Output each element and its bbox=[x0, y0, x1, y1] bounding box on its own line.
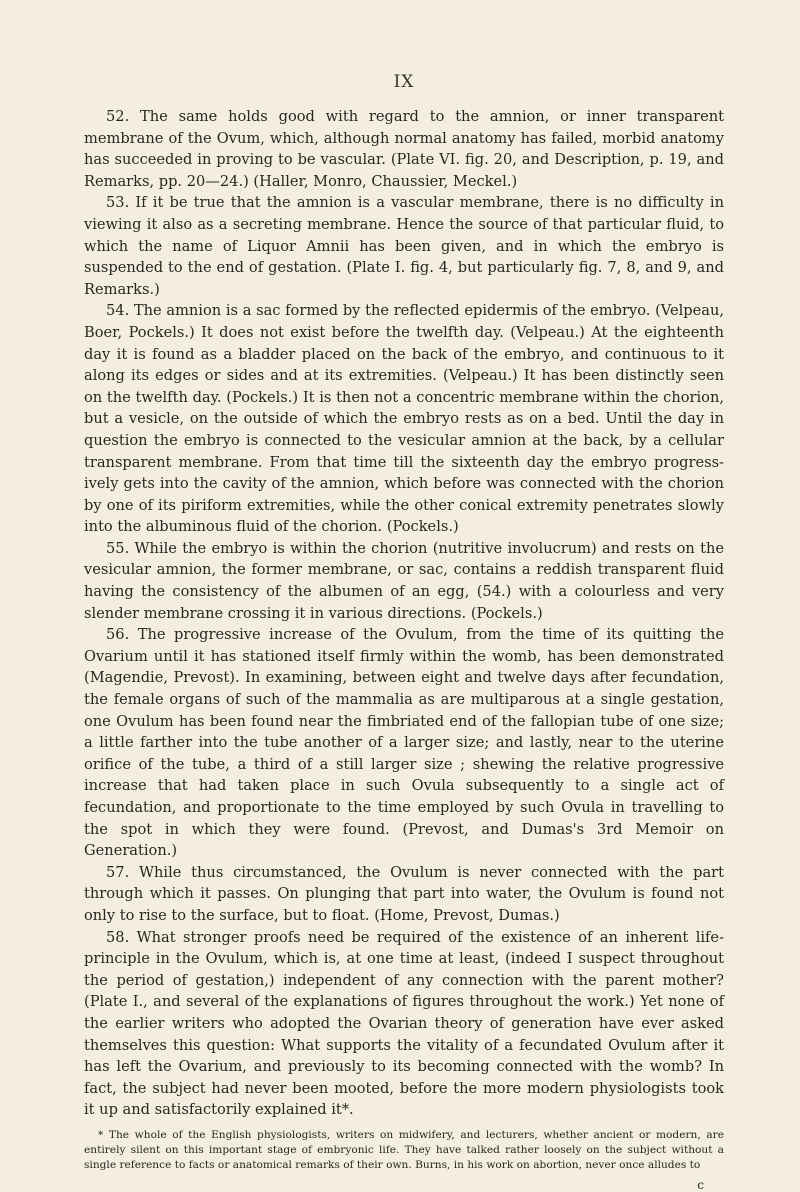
paragraph-57: 57. While thus circumstanced, the Ovulum is never connected with the part through which it passes. On plunging that part into water, the Ovulum is found not only to rise to the surface, but to float. (Home, Prevost, Dumas.) bbox=[84, 863, 724, 924]
paragraph-52: 52. The same holds good with regard to the amnion, or inner transparent membrane of the Ovum, which, although normal anatomy has failed, morbid anatomy has succeeded in proving to be vascular. (Plate VI. fig. 20, and Description, p. 19, and Remarks, pp. 20—24.) (Haller, Monro, Chaussier, Meckel.) bbox=[84, 108, 724, 190]
paragraph-53: 53. If it be true that the amnion is a vascular membrane, there is no difficulty in viewing it also as a secreting membrane. Hence the source of that particular fluid, to which the name of Liquor Amnii has been given, and in which the embryo is suspended to the end of gestation. (Plate I. fig. 4, but particularly fig. 7, 8, and 9, and Remarks.) bbox=[84, 194, 724, 298]
paragraph-55: 55. While the embryo is within the chorion (nutritive involucrum) and rests on the vesicular amnion, the former membrane, or sac, contains a reddish transparent fluid having the consistency of the albumen of an egg, (54.) with a colourless and very slender membrane crossing it in various directions. (Pockels.) bbox=[84, 539, 724, 622]
paragraph-58: 58. What stronger proofs need be required of the existence of an inherent life-principle in the Ovulum, which is, at one time at least, (indeed I suspect throughout the period of gestation,) independent of any connection with the parent mother? (Plate I., and several of the explanations of figures throughout the work.) Yet none of the earlier writers who adopted the Ovarian theory of generation have ever asked themselves this question: What supports the vitality of a fecundated Ovulum after it has left the Ovarium, and previously to its becoming connected with the womb? In fact, the subject had never been mooted, before the more modern physiologists took it up and satisfactorily explained it*. bbox=[84, 928, 724, 1119]
footnote: * The whole of the English physiologists, writers on midwifery, and lecturers, whether ancient or modern, are entirely silent on this important stage of embryonic life. They have talked rather loosely on the subject without a single reference to facts or anatomical remarks of their own. Burns, in his work on abortion, never once alludes to bbox=[84, 1128, 724, 1171]
signature-mark: c bbox=[697, 1177, 704, 1192]
paragraph-54: 54. The amnion is a sac formed by the reflected epidermis of the embryo. (Velpeau, Boer, Pockels.) It does not exist before the twelfth day. (Velpeau.) At the eighteenth day it is found as a bladder placed on the back of the embryo, and continuous to it along its edges or sides and at its extremities. (Velpeau.) It has been distinctly seen on the twelfth day. (Pockels.) It is then not a concentric membrane within the chorion, but a vesicle, on the outside of which the embryo rests as on a bed. Until the day in question the embryo is connected to the vesicular amnion at the back, by a cellular transparent membrane. From that time till the sixteenth day the embryo progress- ively gets into the cavity of the amnion, which before was connected with the chorion by one of its piriform extremities, while the other conical extremity penetrates slowly into the albuminous fluid of the chorion. (Pockels.) bbox=[84, 302, 724, 536]
book-page bbox=[84, 72, 724, 1192]
paragraph-56: 56. The progressive increase of the Ovulum, from the time of its quitting the Ovarium until it has stationed itself firmly within the womb, has been demonstrated (Magendie, Prevost). In examining, between eight and twelve days after fecundation, the female organs of such of the mammalia as are multiparous at a single gestation, one Ovulum has been found near the fimbriated end of the fallopian tube of one size; a little farther into the tube another of a larger size; and lastly, near to the uterine orifice of the tube, a third of a still larger size ; shewing the relative progressive increase that had taken place in such Ovula subsequently to a single act of fecundation, and proportionate to the time employed by such Ovula in travelling to the spot in which they were found. (Prevost, and Dumas's 3rd Memoir on Generation.) bbox=[84, 626, 724, 860]
page-number: IX bbox=[393, 72, 415, 92]
